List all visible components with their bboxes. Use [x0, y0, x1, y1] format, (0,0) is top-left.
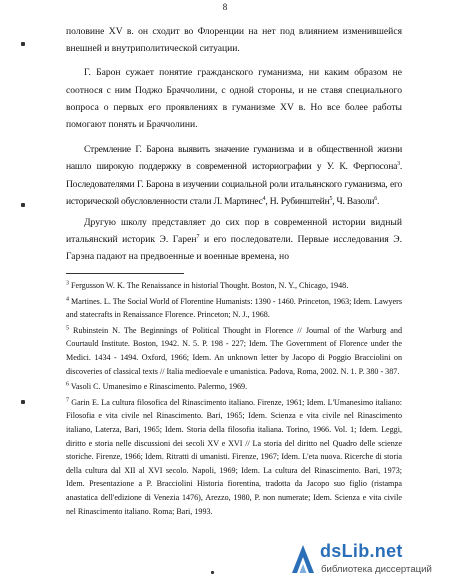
footnote-number: 4	[66, 295, 69, 302]
watermark	[290, 540, 440, 578]
footnote-text: Martines. L. The Social World of Florentine Humanists: 1390 - 1460. Princeton, 1963; Idem. Lawyers and statecrafts in Renaissance Florence. Princeton; N. J., 1968.	[66, 296, 402, 320]
paragraph-text: . Последователями Г. Барона в изучении социальной роли итальянского гуманизма, его исторической обусловленности стали Л. Мартинес	[66, 161, 402, 207]
footnote-number: 5	[66, 325, 69, 332]
paragraph-text: Г. Барон сужает понятие гражданского гуманизма, ни каким образом не соотнося с ним Поджо Браччолини, с одной стороны, и не ставя специального вопроса о первых его проявлениях в гуманизме XV в. Но все более работы помогают понять и Браччолини.	[66, 67, 402, 131]
footnote	[66, 279, 402, 293]
footnote-text: Fergusson W. K. The Renaissance in historial Thought. Boston, N. Y., Chicago, 1948.	[69, 281, 349, 290]
paragraph	[66, 214, 402, 266]
watermark-brand: dsLib.net	[320, 541, 403, 561]
paragraph-text: и его последователи. Первые исследования Э. Гарэна падают на предвоенные и военные времена, но	[66, 234, 402, 263]
paragraph	[66, 141, 402, 210]
paragraph-text: , Н. Рубинштейн	[265, 195, 330, 207]
footnote-ref: 4	[262, 195, 266, 202]
footnote-ref: 3	[397, 161, 400, 168]
paragraph-text: Другую школу представляет до сих пор в современной истории видный итальянский историк Э. Гарен	[66, 217, 402, 246]
margin-mark	[21, 400, 25, 404]
watermark-tagline: библиотека диссертаций	[321, 564, 432, 575]
body-text	[66, 23, 402, 266]
footnote-text: Garin E. La cultura filosofica del Rinascimento italiano. Firenze, 1961; Idem. L'Umanesimo italiano: Filosofia e vita civile nel Rinascimento. Bari, 1965; Idem. Scienza e vita civile nel Rinascimento italiano, Laterza, Bari, 1965; Idem. Storia della filosofia italiana. Torino, 1966. Vol. 1; Idem. Leggi, diritto e storia nelle discussioni dei secoli XV e XVI // La storia del diritto nel Quadro delle scienze storiche. Firenze, 1966; Idem. Ritratti di umanisti. Firenze, 1967; Idem. L'eta nuova. Ricerche di storia della cultura dal XII al XVI secolo. Napoli, 1969; Idem. La cultura del Rinascimento. Bari, 1973; Idem. Presentazione a P. Bracciolini Historia fiorentina, tradotta da Jacopo suo figlio (ristampa anastatica dell'edizione di Venezia 1476), Arezzo, 1980, P. non numerate; Idem. Scienza e vita civile nel Rinascimento italiano. Roma; Bari, 1993.	[66, 397, 402, 516]
blue-triangle-logo-icon	[290, 543, 316, 575]
footnote-number: 3	[66, 280, 69, 287]
footnote	[66, 380, 402, 394]
footnote-ref: 7	[196, 234, 200, 241]
footnote	[66, 396, 402, 518]
footnote-separator	[66, 273, 184, 274]
footnotes	[66, 279, 402, 520]
footnote-number: 6	[66, 381, 69, 388]
footnote	[66, 324, 402, 378]
margin-mark	[21, 42, 25, 46]
margin-mark	[21, 203, 25, 207]
page-number: 8	[222, 2, 228, 12]
footnote-ref: 6	[374, 195, 378, 202]
paragraph	[66, 23, 402, 57]
paragraph-text: Стремление Г. Барона выявить значение гуманизма и в общественной жизни нашло широкую поддержку в современной историографии у У. К. Фергюсона	[66, 144, 402, 173]
paragraph-text: .	[377, 195, 380, 207]
footnote-text: Vasoli C. Umanesimo e Rinascimento. Palermo, 1969.	[69, 382, 248, 392]
footnote-number: 7	[66, 397, 69, 404]
margin-mark	[211, 571, 214, 574]
paragraph-text: , Ч. Вазоли	[332, 195, 375, 207]
paragraph-text: половине XV в. он сходит во Флоренции на нет под влиянием изменившейся внешней и внутриполитической ситуации.	[66, 26, 402, 55]
paragraph	[66, 64, 402, 133]
footnote	[66, 295, 402, 322]
footnote-ref: 5	[329, 195, 333, 202]
footnote-text: Rubinstein N. The Beginnings of Political Thought in Florence // Journal of the Warburg and Courtauld Institute. Boston, 1942. N. 5. P. 198 - 227; Idem. The Government of Florence under the Medici. 1434 - 1494. Oxford, 1966; Idem. An unknown letter by Jacopo di Poggio Bracciolini on discoveries of classical texts // Italia medioevale e umanistica. Padova, Roma, 2002. N. 1. P. 380 - 387.	[66, 325, 402, 376]
